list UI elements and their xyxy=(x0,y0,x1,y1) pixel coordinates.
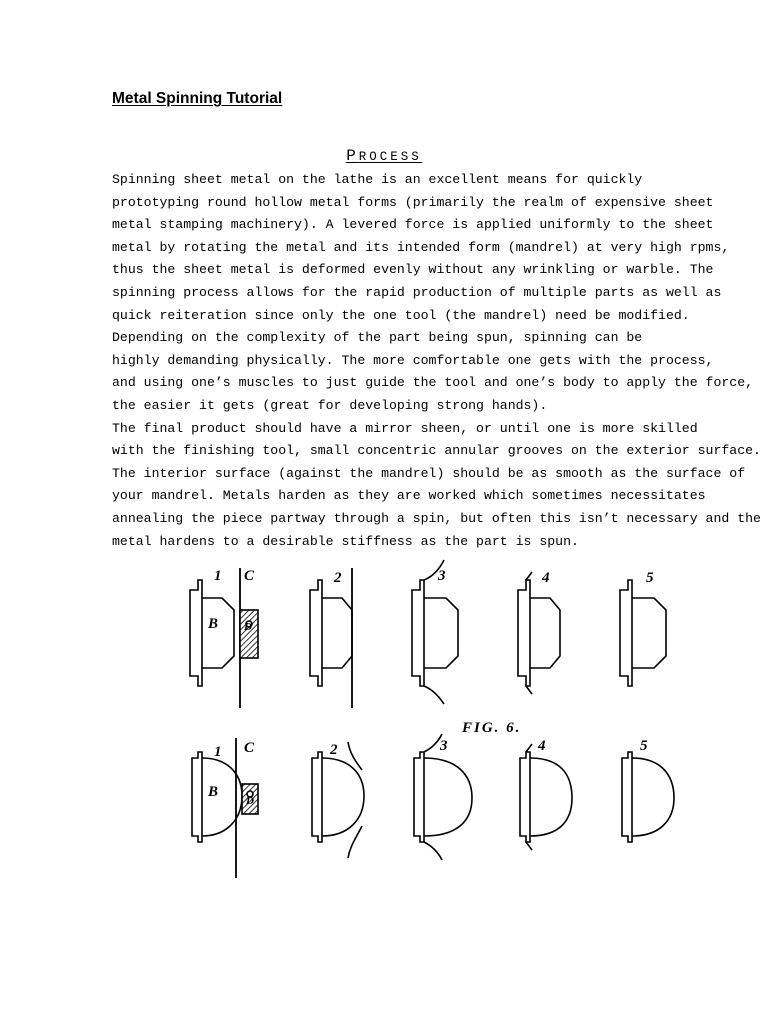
body-line: and using one’s muscles to just guide the tool and one’s body to apply the force, xyxy=(112,375,754,391)
top-stage-3 xyxy=(412,560,458,704)
bottom-sheet-label: D xyxy=(246,795,254,807)
mandrel-outline-top-1 xyxy=(190,580,202,686)
figure-caption: FIG. 6. xyxy=(462,720,522,736)
body-line: quick reiteration since only the one tool (the mandrel) need be modified. xyxy=(112,307,690,323)
body-line: the easier it gets (great for developing strong hands). xyxy=(112,397,548,413)
heading-rest: ROCESS xyxy=(358,150,422,164)
top-block-label: B xyxy=(208,616,219,632)
body-line: The final product should have a mirror sheen, or until one is more skilled xyxy=(112,420,698,436)
body-line: metal by rotating the metal and its intended form (mandrel) at very high rpms, xyxy=(112,239,730,255)
bottom-tool-label: C xyxy=(244,740,255,756)
top-label-4: 4 xyxy=(542,570,550,586)
bottom-stage-4 xyxy=(520,744,572,850)
bottom-label-1: 1 xyxy=(214,744,222,760)
top-stage-1 xyxy=(190,568,258,708)
top-label-3: 3 xyxy=(438,568,446,584)
top-stage-2 xyxy=(310,568,352,708)
section-heading xyxy=(0,147,768,165)
body-line: highly demanding physically. The more comfortable one gets with the process, xyxy=(112,352,714,368)
bottom-stage-5 xyxy=(622,752,674,842)
bottom-label-4: 4 xyxy=(538,738,546,754)
heading-initial: P xyxy=(346,147,359,165)
body-line: annealing the piece partway through a spin, but often this isn’t necessary and the xyxy=(112,510,761,526)
body-text xyxy=(112,169,761,553)
body-line: thus the sheet metal is deformed evenly without any wrinkling or warble. The xyxy=(112,262,714,278)
top-label-5: 5 xyxy=(646,570,654,586)
bottom-label-3: 3 xyxy=(440,738,448,754)
body-line: Spinning sheet metal on the lathe is an excellent means for quickly xyxy=(112,172,643,187)
body-line: metal stamping machinery). A levered force is applied uniformly to the sheet xyxy=(112,217,714,233)
top-tool-label: C xyxy=(244,568,255,584)
bottom-stage-1 xyxy=(192,738,258,878)
mandrel-body-top-1 xyxy=(202,598,234,668)
bottom-stage-2 xyxy=(312,742,364,858)
tool-block-top-1 xyxy=(240,610,258,658)
body-line: with the finishing tool, small concentric annular grooves on the exterior surface. xyxy=(112,443,761,459)
top-label-1: 1 xyxy=(214,568,222,584)
top-stage-5 xyxy=(620,580,666,686)
top-stage-4 xyxy=(518,572,560,694)
body-line: metal hardens to a desirable stiffness as the part is spun. xyxy=(112,533,579,549)
body-line: spinning process allows for the rapid production of multiple parts as well as xyxy=(112,284,722,300)
bottom-block-label: B xyxy=(208,784,219,800)
body-line: Depending on the complexity of the part being spun, spinning can be xyxy=(112,330,643,346)
mandrel-outline-top-2 xyxy=(310,580,322,686)
body-line: The interior surface (against the mandrel) should be as smooth as the surface of xyxy=(112,465,746,481)
body-line: your mandrel. Metals harden as they are worked which sometimes necessitates xyxy=(112,488,706,504)
metal-spinning-figure xyxy=(176,558,716,898)
document-title: Metal Spinning Tutorial xyxy=(112,90,283,107)
bottom-label-2: 2 xyxy=(330,742,338,758)
top-sheet-label: D xyxy=(244,621,252,633)
bottom-label-5: 5 xyxy=(640,738,648,754)
body-line: prototyping round hollow metal forms (primarily the realm of expensive sheet xyxy=(112,194,714,210)
top-label-2: 2 xyxy=(334,570,342,586)
